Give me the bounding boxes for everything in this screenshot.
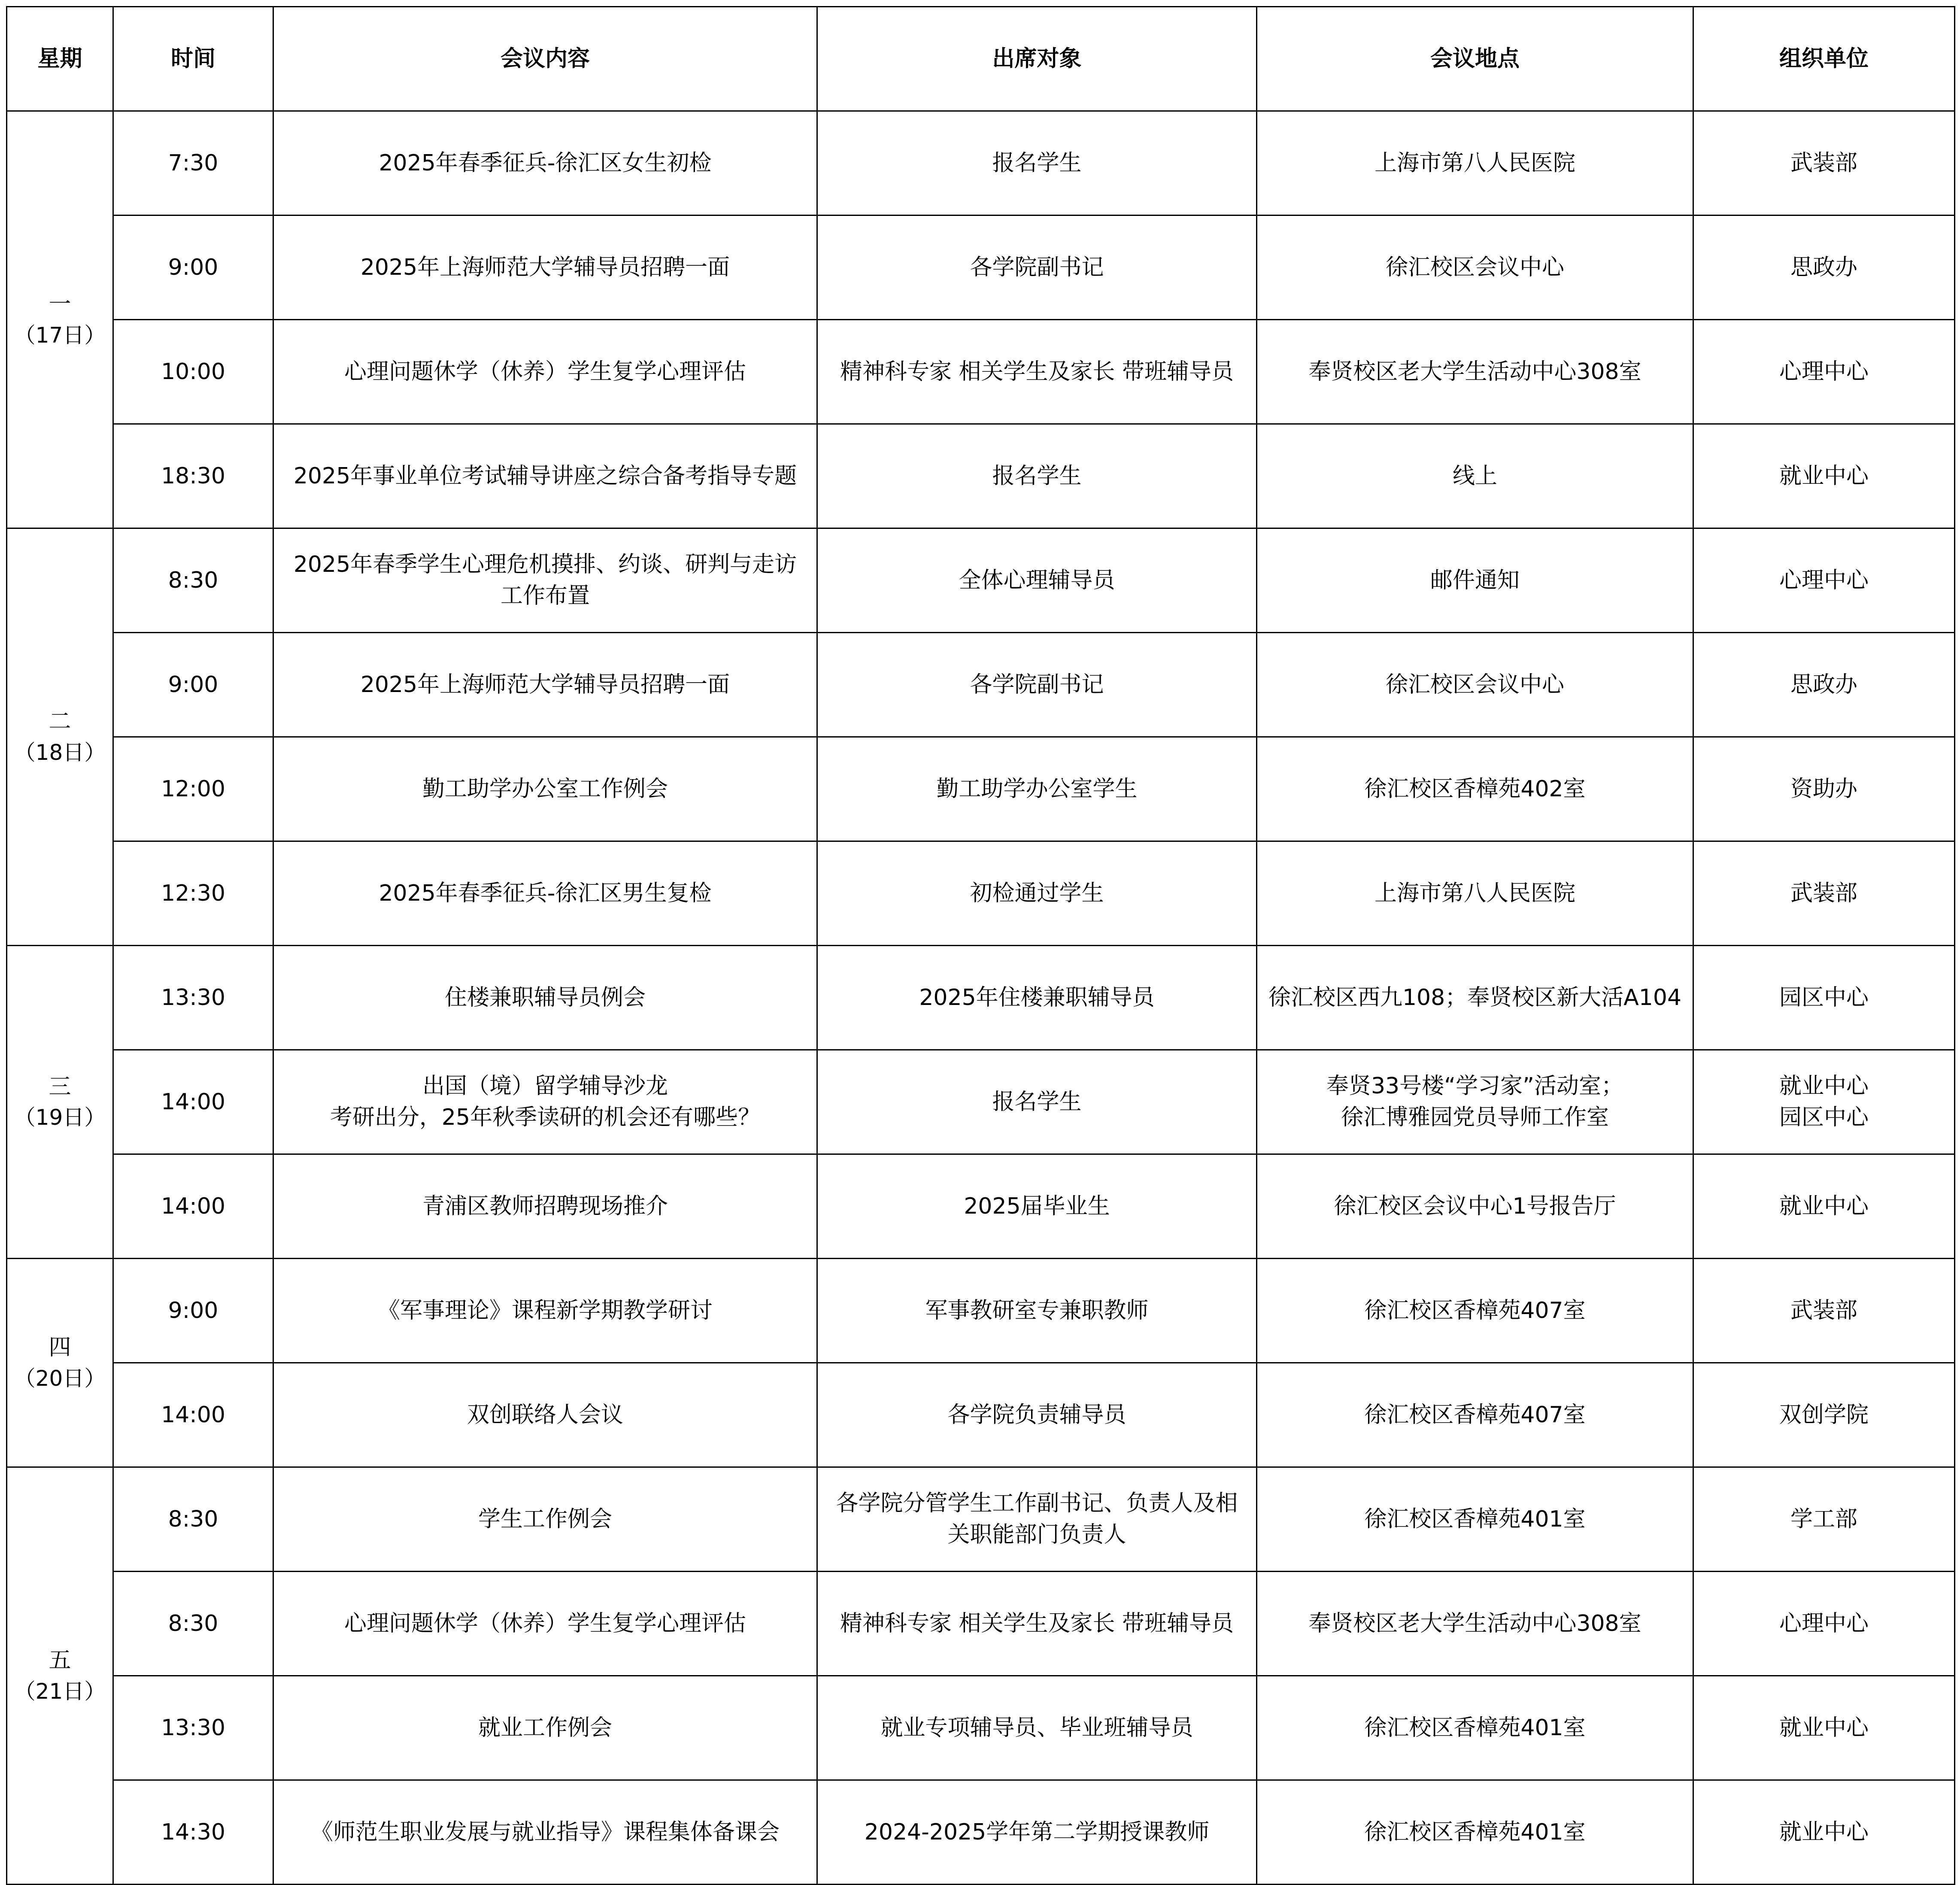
header-row	[7, 7, 1955, 111]
weekday-label: 一	[49, 291, 71, 318]
time-cell: 14:00	[113, 1050, 273, 1154]
table-header	[7, 7, 1955, 111]
meeting-content-line: 双创联络人会议	[467, 1402, 623, 1428]
organizer-cell	[1693, 320, 1955, 424]
organizer-cell	[1693, 1363, 1955, 1467]
meeting-content-cell	[273, 1259, 817, 1363]
meeting-content-cell	[273, 424, 817, 528]
meeting-content-line: 心理问题休学（休养）学生复学心理评估	[344, 1610, 746, 1636]
attendees-cell	[817, 841, 1257, 946]
header-attendees: 出席对象	[817, 7, 1257, 111]
location-cell	[1257, 737, 1693, 841]
location-cell	[1257, 841, 1693, 946]
organizer-cell	[1693, 1154, 1955, 1259]
header-weekday: 星期	[7, 7, 113, 111]
attendees-line: 就业专项辅导员、毕业班辅导员	[880, 1715, 1193, 1741]
weekday-cell	[7, 1467, 113, 1885]
organizer-line: 武装部	[1790, 1297, 1857, 1323]
attendees-cell	[817, 946, 1257, 1050]
location-cell	[1257, 1363, 1693, 1467]
table-row	[7, 737, 1955, 841]
time-cell: 18:30	[113, 424, 273, 528]
meeting-content-line: 就业工作例会	[478, 1715, 612, 1741]
table-row	[7, 1572, 1955, 1676]
location-line: 徐汇校区会议中心	[1385, 671, 1564, 698]
attendees-line: 关职能部门负责人	[947, 1522, 1126, 1548]
table-body	[7, 111, 1955, 1885]
attendees-line: 各学院负责辅导员	[947, 1402, 1126, 1428]
attendees-line: 初检通过学生	[970, 880, 1104, 906]
location-cell	[1257, 1050, 1693, 1154]
location-cell	[1257, 1676, 1693, 1780]
attendees-cell	[817, 1050, 1257, 1154]
time-cell: 9:00	[113, 216, 273, 320]
meeting-content-cell	[273, 320, 817, 424]
meeting-content-cell	[273, 111, 817, 216]
header-organizer: 组织单位	[1693, 7, 1955, 111]
attendees-line: 军事教研室专兼职教师	[925, 1297, 1149, 1323]
weekday-cell	[7, 528, 113, 946]
meeting-content-line: 2025年事业单位考试辅导讲座之综合备考指导专题	[293, 463, 797, 489]
attendees-line: 各学院分管学生工作副书记、负责人及相	[836, 1490, 1238, 1517]
table-row	[7, 946, 1955, 1050]
time-cell: 12:00	[113, 737, 273, 841]
location-cell	[1257, 946, 1693, 1050]
organizer-line: 心理中心	[1779, 358, 1869, 385]
meeting-content-cell	[273, 1154, 817, 1259]
weekday-cell	[7, 111, 113, 528]
table-row	[7, 1154, 1955, 1259]
table-row	[7, 841, 1955, 946]
table-row	[7, 320, 1955, 424]
attendees-cell	[817, 111, 1257, 216]
attendees-cell	[817, 1363, 1257, 1467]
organizer-cell	[1693, 216, 1955, 320]
time-cell: 14:00	[113, 1363, 273, 1467]
attendees-cell	[817, 1154, 1257, 1259]
time-cell: 13:30	[113, 946, 273, 1050]
location-cell	[1257, 1154, 1693, 1259]
organizer-line: 思政办	[1790, 254, 1857, 280]
location-line: 徐汇校区会议中心	[1385, 254, 1564, 280]
time-cell: 13:30	[113, 1676, 273, 1780]
location-line: 徐汇校区香樟苑402室	[1364, 776, 1586, 802]
organizer-cell	[1693, 424, 1955, 528]
organizer-cell	[1693, 1050, 1955, 1154]
organizer-line: 双创学院	[1779, 1402, 1869, 1428]
organizer-cell	[1693, 841, 1955, 946]
meeting-content-line: 《师范生职业发展与就业指导》课程集体备课会	[310, 1819, 780, 1845]
attendees-cell	[817, 737, 1257, 841]
location-line: 奉贤33号楼“学习家”活动室；	[1326, 1073, 1624, 1099]
meeting-content-cell	[273, 1572, 817, 1676]
location-cell	[1257, 1467, 1693, 1572]
organizer-cell	[1693, 1676, 1955, 1780]
location-cell	[1257, 424, 1693, 528]
meeting-content-cell	[273, 1050, 817, 1154]
weekday-date: （20日）	[14, 1366, 106, 1391]
meeting-content-cell	[273, 216, 817, 320]
meeting-content-line: 住楼兼职辅导员例会	[444, 984, 646, 1011]
header-time: 时间	[113, 7, 273, 111]
meeting-content-line: 2025年春季征兵-徐汇区男生复检	[379, 880, 712, 906]
attendees-cell	[817, 1467, 1257, 1572]
location-cell	[1257, 1259, 1693, 1363]
time-cell: 9:00	[113, 1259, 273, 1363]
organizer-cell	[1693, 528, 1955, 633]
attendees-cell	[817, 633, 1257, 737]
weekday-label: 二	[49, 709, 71, 735]
time-cell: 8:30	[113, 1572, 273, 1676]
organizer-line: 学工部	[1790, 1506, 1857, 1532]
meeting-content-cell	[273, 841, 817, 946]
weekday-label: 五	[49, 1648, 71, 1674]
meeting-content-line: 出国（境）留学辅导沙龙	[422, 1073, 668, 1099]
table-row	[7, 633, 1955, 737]
attendees-line: 全体心理辅导员	[959, 567, 1115, 593]
attendees-line: 各学院副书记	[970, 254, 1104, 280]
location-line: 线上	[1452, 463, 1497, 489]
location-line: 邮件通知	[1430, 567, 1520, 593]
meeting-content-cell	[273, 946, 817, 1050]
meeting-content-line: 青浦区教师招聘现场推介	[422, 1193, 668, 1219]
time-cell: 12:30	[113, 841, 273, 946]
meeting-content-cell	[273, 633, 817, 737]
organizer-line: 就业中心	[1779, 1193, 1869, 1219]
attendees-line: 2024-2025学年第二学期授课教师	[864, 1819, 1210, 1845]
attendees-line: 各学院副书记	[970, 671, 1104, 698]
location-cell	[1257, 633, 1693, 737]
organizer-line: 就业中心	[1779, 1715, 1869, 1741]
organizer-line: 园区中心	[1779, 1105, 1869, 1130]
location-line: 徐汇校区香樟苑401室	[1364, 1819, 1586, 1845]
organizer-line: 思政办	[1790, 671, 1857, 698]
weekday-cell	[7, 946, 113, 1259]
time-cell: 10:00	[113, 320, 273, 424]
table-row	[7, 1050, 1955, 1154]
weekday-date: （19日）	[14, 1105, 106, 1130]
meeting-content-cell	[273, 528, 817, 633]
meeting-content-line: 勤工助学办公室工作例会	[422, 776, 668, 802]
meeting-content-line: 2025年春季征兵-徐汇区女生初检	[379, 150, 712, 176]
location-line: 徐汇校区香樟苑407室	[1364, 1402, 1586, 1428]
location-line: 徐汇校区香樟苑401室	[1364, 1715, 1586, 1741]
organizer-line: 心理中心	[1779, 1610, 1869, 1636]
location-line: 奉贤校区老大学生活动中心308室	[1308, 1610, 1641, 1636]
location-line: 上海市第八人民医院	[1374, 880, 1575, 906]
table-row	[7, 1780, 1955, 1885]
meeting-schedule-table	[6, 6, 1955, 1885]
meeting-content-line: 考研出分，25年秋季读研的机会还有哪些？	[330, 1105, 761, 1130]
attendees-line: 报名学生	[992, 150, 1082, 176]
attendees-cell	[817, 320, 1257, 424]
weekday-label: 三	[49, 1074, 71, 1100]
location-cell	[1257, 1572, 1693, 1676]
organizer-line: 园区中心	[1779, 984, 1869, 1011]
attendees-cell	[817, 216, 1257, 320]
location-line: 徐汇校区会议中心1号报告厅	[1334, 1193, 1616, 1219]
attendees-cell	[817, 424, 1257, 528]
attendees-cell	[817, 1676, 1257, 1780]
weekday-date: （18日）	[14, 740, 106, 765]
table-row	[7, 528, 1955, 633]
organizer-cell	[1693, 1780, 1955, 1885]
attendees-line: 精神科专家 相关学生及家长 带班辅导员	[840, 358, 1234, 385]
organizer-cell	[1693, 111, 1955, 216]
table-row	[7, 1363, 1955, 1467]
meeting-content-line: 2025年上海师范大学辅导员招聘一面	[360, 671, 730, 698]
meeting-content-cell	[273, 737, 817, 841]
organizer-line: 就业中心	[1779, 1073, 1869, 1099]
time-cell: 7:30	[113, 111, 273, 216]
location-line: 奉贤校区老大学生活动中心308室	[1308, 358, 1641, 385]
location-cell	[1257, 320, 1693, 424]
organizer-cell	[1693, 1259, 1955, 1363]
table-row	[7, 1467, 1955, 1572]
table-row	[7, 1259, 1955, 1363]
organizer-line: 就业中心	[1779, 463, 1869, 489]
time-cell: 8:30	[113, 1467, 273, 1572]
time-cell: 8:30	[113, 528, 273, 633]
organizer-cell	[1693, 1467, 1955, 1572]
attendees-line: 2025年住楼兼职辅导员	[919, 984, 1155, 1011]
meeting-content-cell	[273, 1676, 817, 1780]
meeting-content-line: 工作布置	[500, 583, 590, 609]
attendees-cell	[817, 1572, 1257, 1676]
attendees-cell	[817, 528, 1257, 633]
weekday-cell	[7, 1259, 113, 1467]
header-content: 会议内容	[273, 7, 817, 111]
attendees-cell	[817, 1259, 1257, 1363]
location-cell	[1257, 1780, 1693, 1885]
location-line: 上海市第八人民医院	[1374, 150, 1575, 176]
location-line: 徐汇校区西九108；奉贤校区新大活A104	[1268, 984, 1682, 1011]
meeting-content-line: 学生工作例会	[478, 1506, 612, 1532]
weekday-date: （21日）	[14, 1679, 106, 1704]
meeting-content-cell	[273, 1363, 817, 1467]
location-cell	[1257, 111, 1693, 216]
weekday-label: 四	[49, 1335, 71, 1361]
header-location: 会议地点	[1257, 7, 1693, 111]
time-cell: 9:00	[113, 633, 273, 737]
attendees-line: 2025届毕业生	[964, 1193, 1110, 1219]
organizer-line: 就业中心	[1779, 1819, 1869, 1845]
meeting-content-cell	[273, 1780, 817, 1885]
meeting-content-line: 2025年上海师范大学辅导员招聘一面	[360, 254, 730, 280]
organizer-cell	[1693, 946, 1955, 1050]
attendees-line: 报名学生	[992, 463, 1082, 489]
weekday-date: （17日）	[14, 322, 106, 348]
organizer-cell	[1693, 737, 1955, 841]
organizer-line: 武装部	[1790, 880, 1857, 906]
attendees-line: 勤工助学办公室学生	[936, 776, 1138, 802]
meeting-content-line: 《军事理论》课程新学期教学研讨	[377, 1297, 713, 1323]
attendees-line: 报名学生	[992, 1089, 1082, 1115]
organizer-line: 资助办	[1790, 776, 1857, 802]
meeting-content-line: 2025年春季学生心理危机摸排、约谈、研判与走访	[293, 552, 797, 578]
location-cell	[1257, 528, 1693, 633]
table-row	[7, 1676, 1955, 1780]
table-row	[7, 424, 1955, 528]
attendees-cell	[817, 1780, 1257, 1885]
location-line: 徐汇博雅园党员导师工作室	[1341, 1105, 1609, 1130]
attendees-line: 精神科专家 相关学生及家长 带班辅导员	[840, 1610, 1234, 1636]
table-row	[7, 216, 1955, 320]
time-cell: 14:00	[113, 1154, 273, 1259]
location-line: 徐汇校区香樟苑401室	[1364, 1506, 1586, 1532]
time-cell: 14:30	[113, 1780, 273, 1885]
location-line: 徐汇校区香樟苑407室	[1364, 1297, 1586, 1323]
organizer-line: 武装部	[1790, 150, 1857, 176]
organizer-line: 心理中心	[1779, 567, 1869, 593]
table-row	[7, 111, 1955, 216]
organizer-cell	[1693, 633, 1955, 737]
organizer-cell	[1693, 1572, 1955, 1676]
meeting-content-line: 心理问题休学（休养）学生复学心理评估	[344, 358, 746, 385]
location-cell	[1257, 216, 1693, 320]
meeting-content-cell	[273, 1467, 817, 1572]
